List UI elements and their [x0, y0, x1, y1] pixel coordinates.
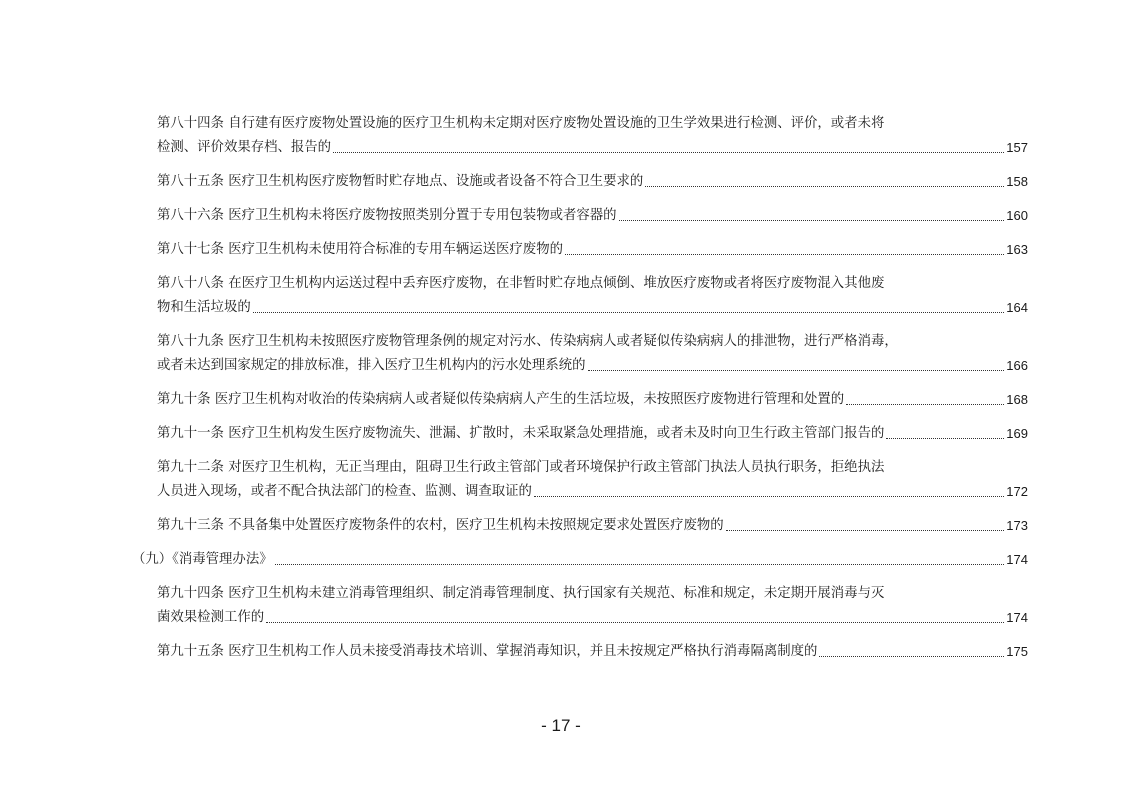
toc-leader-dots	[565, 254, 1004, 255]
toc-entry-title: 第九十条 医疗卫生机构对收治的传染病病人或者疑似传染病病人产生的生活垃圾，未按照医疗废物进行管理和处置的	[157, 392, 845, 407]
toc-entry-title: 人员进入现场，或者不配合执法部门的检查、监测、调查取证的	[157, 484, 532, 499]
toc-leader-dots	[534, 496, 1004, 497]
toc-entry[interactable]	[132, 170, 1028, 194]
toc-leader-dots	[253, 312, 1005, 313]
toc-entry[interactable]	[132, 112, 1028, 160]
toc-entry[interactable]	[132, 422, 1028, 446]
toc-section-title: （九）《消毒管理办法》	[132, 552, 273, 567]
toc-leader-dots	[819, 656, 1004, 657]
toc-leader-dots	[886, 438, 1004, 439]
toc-entry-title: 第八十六条 医疗卫生机构未将医疗废物按照类别分置于专用包装物或者容器的	[157, 208, 617, 223]
toc-entry-title: 检测、评价效果存档、报告的	[157, 140, 332, 155]
toc-entry-title: 或者未达到国家规定的排放标准，排入医疗卫生机构内的污水处理系统的	[157, 358, 586, 373]
toc-leader-dots	[726, 530, 1005, 531]
toc-entry[interactable]	[132, 456, 1028, 504]
toc-entry[interactable]	[132, 272, 1028, 320]
toc-entry-title: 第八十七条 医疗卫生机构未使用符合标准的专用车辆运送医疗废物的	[157, 242, 563, 257]
toc-entry-first-line: 第九十四条 医疗卫生机构未建立消毒管理组织、制定消毒管理制度、执行国家有关规范、标准和规定，未定期开展消毒与灭	[157, 586, 885, 601]
toc-entry-title: 物和生活垃圾的	[157, 300, 251, 315]
toc-leader-dots	[645, 186, 1004, 187]
toc-page-number: 173	[1006, 518, 1028, 533]
toc-entry[interactable]	[132, 514, 1028, 538]
toc-leader-dots	[333, 152, 1004, 153]
toc-page-number: 163	[1006, 242, 1028, 257]
toc-entry-first-line: 第九十二条 对医疗卫生机构，无正当理由，阻碍卫生行政主管部门或者环境保护行政主管部门执法人员执行职务，拒绝执法	[157, 460, 885, 475]
page-footer-number: - 17 -	[541, 716, 581, 735]
toc-page-number: 160	[1006, 208, 1028, 223]
toc-page-number: 172	[1006, 484, 1028, 499]
toc-page-number: 158	[1006, 174, 1028, 189]
toc-leader-dots	[846, 404, 1004, 405]
toc-entry-first-line: 第八十四条 自行建有医疗废物处置设施的医疗卫生机构未定期对医疗废物处置设施的卫生学效果进行检测、评价，或者未将	[157, 116, 885, 131]
toc-entry-title: 第九十三条 不具备集中处置医疗废物条件的农村，医疗卫生机构未按照规定要求处置医疗废物的	[157, 518, 724, 533]
toc-page-number: 169	[1006, 426, 1028, 441]
table-of-contents	[132, 112, 1028, 674]
toc-entry-first-line: 第八十九条 医疗卫生机构未按照医疗废物管理条例的规定对污水、传染病病人或者疑似传染病病人的排泄物，进行严格消毒，	[157, 334, 898, 349]
toc-entry-title: 菌效果检测工作的	[157, 610, 265, 625]
toc-entry[interactable]	[132, 330, 1028, 378]
toc-leader-dots	[588, 370, 1005, 371]
toc-entry[interactable]	[132, 238, 1028, 262]
toc-page-number: 175	[1006, 644, 1028, 659]
toc-entry[interactable]	[132, 204, 1028, 228]
toc-page-number: 164	[1006, 300, 1028, 315]
toc-section-entry[interactable]	[132, 548, 1028, 572]
toc-page-number: 174	[1006, 610, 1028, 625]
toc-entry-title: 第九十一条 医疗卫生机构发生医疗废物流失、泄漏、扩散时，未采取紧急处理措施，或者未及时向卫生行政主管部门报告的	[157, 426, 885, 441]
toc-page-number: 174	[1006, 552, 1028, 567]
toc-page-number: 157	[1006, 140, 1028, 155]
toc-entry[interactable]	[132, 388, 1028, 412]
toc-entry-title: 第九十五条 医疗卫生机构工作人员未接受消毒技术培训、掌握消毒知识，并且未按规定严格执行消毒隔离制度的	[157, 644, 818, 659]
toc-leader-dots	[266, 622, 1004, 623]
toc-entry-title: 第八十五条 医疗卫生机构医疗废物暂时贮存地点、设施或者设备不符合卫生要求的	[157, 174, 644, 189]
toc-page-number: 166	[1006, 358, 1028, 373]
toc-leader-dots	[619, 220, 1005, 221]
toc-leader-dots	[275, 564, 1005, 565]
toc-page-number: 168	[1006, 392, 1028, 407]
toc-entry[interactable]	[132, 640, 1028, 664]
toc-entry[interactable]	[132, 582, 1028, 630]
toc-entry-first-line: 第八十八条 在医疗卫生机构内运送过程中丢弃医疗废物，在非暂时贮存地点倾倒、堆放医疗废物或者将医疗废物混入其他废	[157, 276, 885, 291]
